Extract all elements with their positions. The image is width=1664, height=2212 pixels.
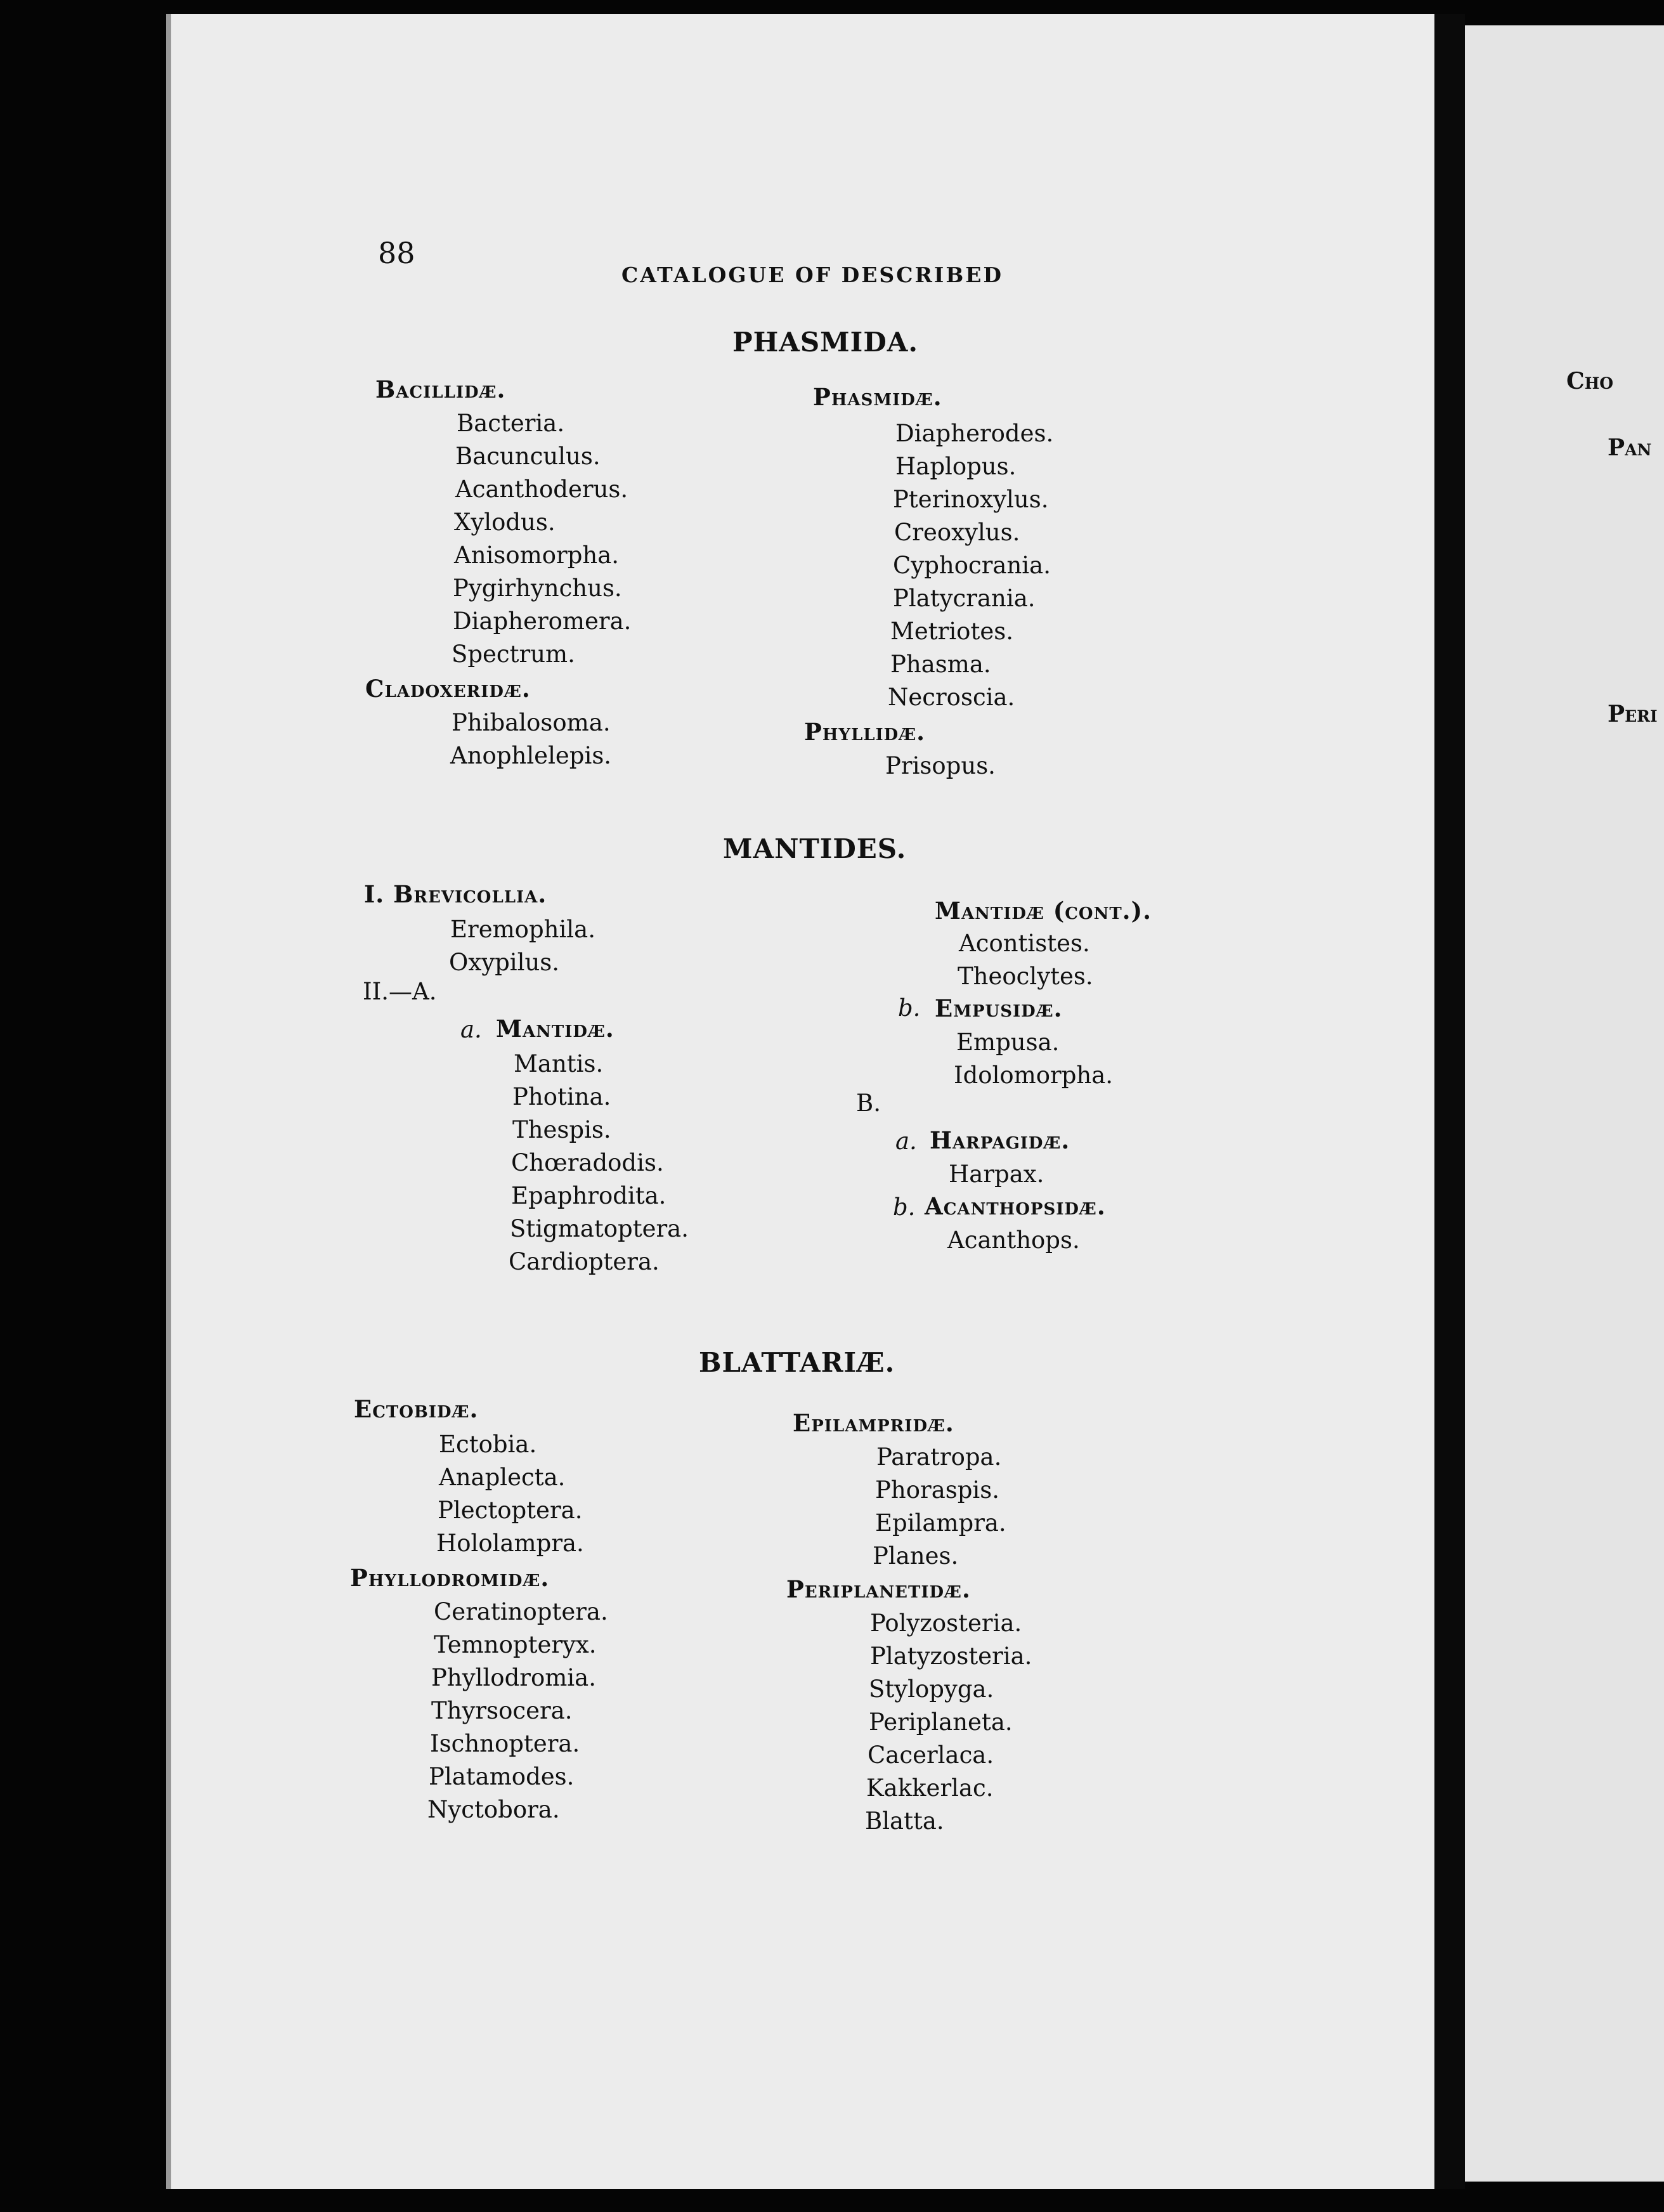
genus-name: Empusa. (956, 1029, 1060, 1056)
genus-name: Acontistes. (959, 930, 1090, 957)
family-heading: Empusidæ. (935, 994, 1063, 1022)
group-heading: I. Brevicollia. (364, 880, 547, 908)
genus-name: Pygirhynchus. (453, 575, 622, 602)
genus-name: Phyllodromia. (431, 1664, 596, 1691)
genus-name: Ischnoptera. (430, 1730, 580, 1757)
section-title-mantides: MANTIDES. (723, 833, 907, 864)
genus-name: Prisopus. (885, 752, 996, 779)
genus-name: Temnopteryx. (434, 1631, 597, 1658)
subgroup-marker: b. (893, 1194, 916, 1221)
genus-name: Bacunculus. (455, 443, 601, 470)
page-number: 88 (378, 236, 415, 270)
family-heading: Cladoxeridæ. (365, 675, 531, 703)
subgroup-marker: a. (460, 1016, 482, 1043)
genus-name: Eremophila. (450, 916, 595, 943)
family-heading: Mantidæ. (496, 1015, 614, 1043)
genus-name: Anophlelepis. (450, 742, 612, 769)
family-heading: Phyllidæ. (804, 718, 925, 746)
genus-name: Harpax. (949, 1161, 1044, 1188)
genus-name: Xylodus. (454, 509, 556, 536)
family-heading: Epilampridæ. (793, 1409, 954, 1437)
genus-name: Kakkerlac. (866, 1774, 994, 1802)
genus-name: Oxypilus. (449, 949, 560, 976)
genus-name: Stigmatoptera. (510, 1215, 689, 1242)
group-heading: II.—A. (363, 978, 437, 1005)
genus-name: Photina. (512, 1083, 611, 1110)
genus-name: Necroscia. (888, 684, 1015, 711)
genus-name: Acanthoderus. (455, 476, 628, 503)
genus-name: Theoclytes. (958, 963, 1093, 990)
genus-name: Metriotes. (890, 618, 1013, 645)
genus-name: Periplaneta. (869, 1708, 1013, 1736)
genus-name: Diapherodes. (895, 420, 1054, 447)
genus-name: Phoraspis. (875, 1476, 1000, 1504)
genus-name: Ceratinoptera. (434, 1598, 608, 1625)
subgroup-marker: b. (898, 994, 921, 1022)
page-gutter (1434, 14, 1465, 2189)
family-heading: Acanthopsidæ. (925, 1192, 1106, 1220)
family-heading: Phasmidæ. (813, 383, 942, 411)
subgroup-marker: a. (895, 1128, 917, 1155)
genus-name: Thyrsocera. (431, 1697, 573, 1724)
running-head: CATALOGUE OF DESCRIBED (621, 263, 1004, 287)
genus-name: Platamodes. (429, 1763, 575, 1790)
genus-name: Cacerlaca. (868, 1741, 994, 1769)
genus-name: Phasma. (890, 651, 991, 678)
facing-page-text: Cho (1566, 368, 1614, 394)
genus-name: Platycrania. (893, 585, 1036, 612)
genus-name: Ectobia. (439, 1431, 537, 1458)
facing-page (1465, 25, 1664, 2182)
genus-name: Blatta. (865, 1807, 944, 1835)
genus-name: Acanthops. (947, 1226, 1080, 1254)
genus-name: Planes. (873, 1542, 959, 1570)
family-heading: Ectobidæ. (354, 1395, 479, 1423)
facing-page-text: Peri (1608, 701, 1658, 727)
genus-name: Mantis. (514, 1050, 604, 1077)
section-title-blattariae: BLATTARIÆ. (699, 1347, 895, 1378)
facing-page-text: Pan (1608, 434, 1652, 461)
genus-name: Haplopus. (895, 453, 1017, 480)
family-heading: Phyllodromidæ. (350, 1564, 550, 1592)
genus-name: Pterinoxylus. (893, 486, 1049, 513)
genus-name: Phibalosoma. (452, 709, 611, 736)
genus-name: Bacteria. (457, 410, 565, 437)
genus-name: Epaphrodita. (511, 1182, 666, 1209)
genus-name: Anisomorpha. (454, 542, 620, 569)
genus-name: Paratropa. (876, 1443, 1002, 1471)
family-heading: Harpagidæ. (930, 1126, 1070, 1154)
genus-name: Epilampra. (875, 1509, 1006, 1537)
group-heading: B. (856, 1090, 881, 1117)
genus-name: Nyctobora. (427, 1796, 560, 1823)
genus-name: Thespis. (512, 1116, 611, 1143)
genus-name: Creoxylus. (894, 519, 1020, 546)
family-heading: Bacillidæ. (375, 375, 506, 403)
genus-name: Plectoptera. (438, 1497, 583, 1524)
genus-name: Chœradodis. (511, 1149, 664, 1176)
genus-name: Cyphocrania. (893, 552, 1051, 579)
family-heading: Mantidæ (cont.). (935, 897, 1152, 925)
genus-name: Platyzosteria. (870, 1643, 1032, 1670)
genus-name: Spectrum. (452, 641, 575, 668)
genus-name: Polyzosteria. (870, 1610, 1022, 1637)
section-title-phasmida: PHASMIDA. (732, 327, 918, 358)
genus-name: Idolomorpha. (954, 1062, 1114, 1089)
genus-name: Stylopyga. (869, 1675, 994, 1703)
genus-name: Anaplecta. (439, 1464, 566, 1491)
genus-name: Hololampra. (436, 1530, 584, 1557)
family-heading: Periplanetidæ. (786, 1575, 971, 1603)
genus-name: Diapheromera. (453, 608, 632, 635)
genus-name: Cardioptera. (509, 1248, 660, 1275)
